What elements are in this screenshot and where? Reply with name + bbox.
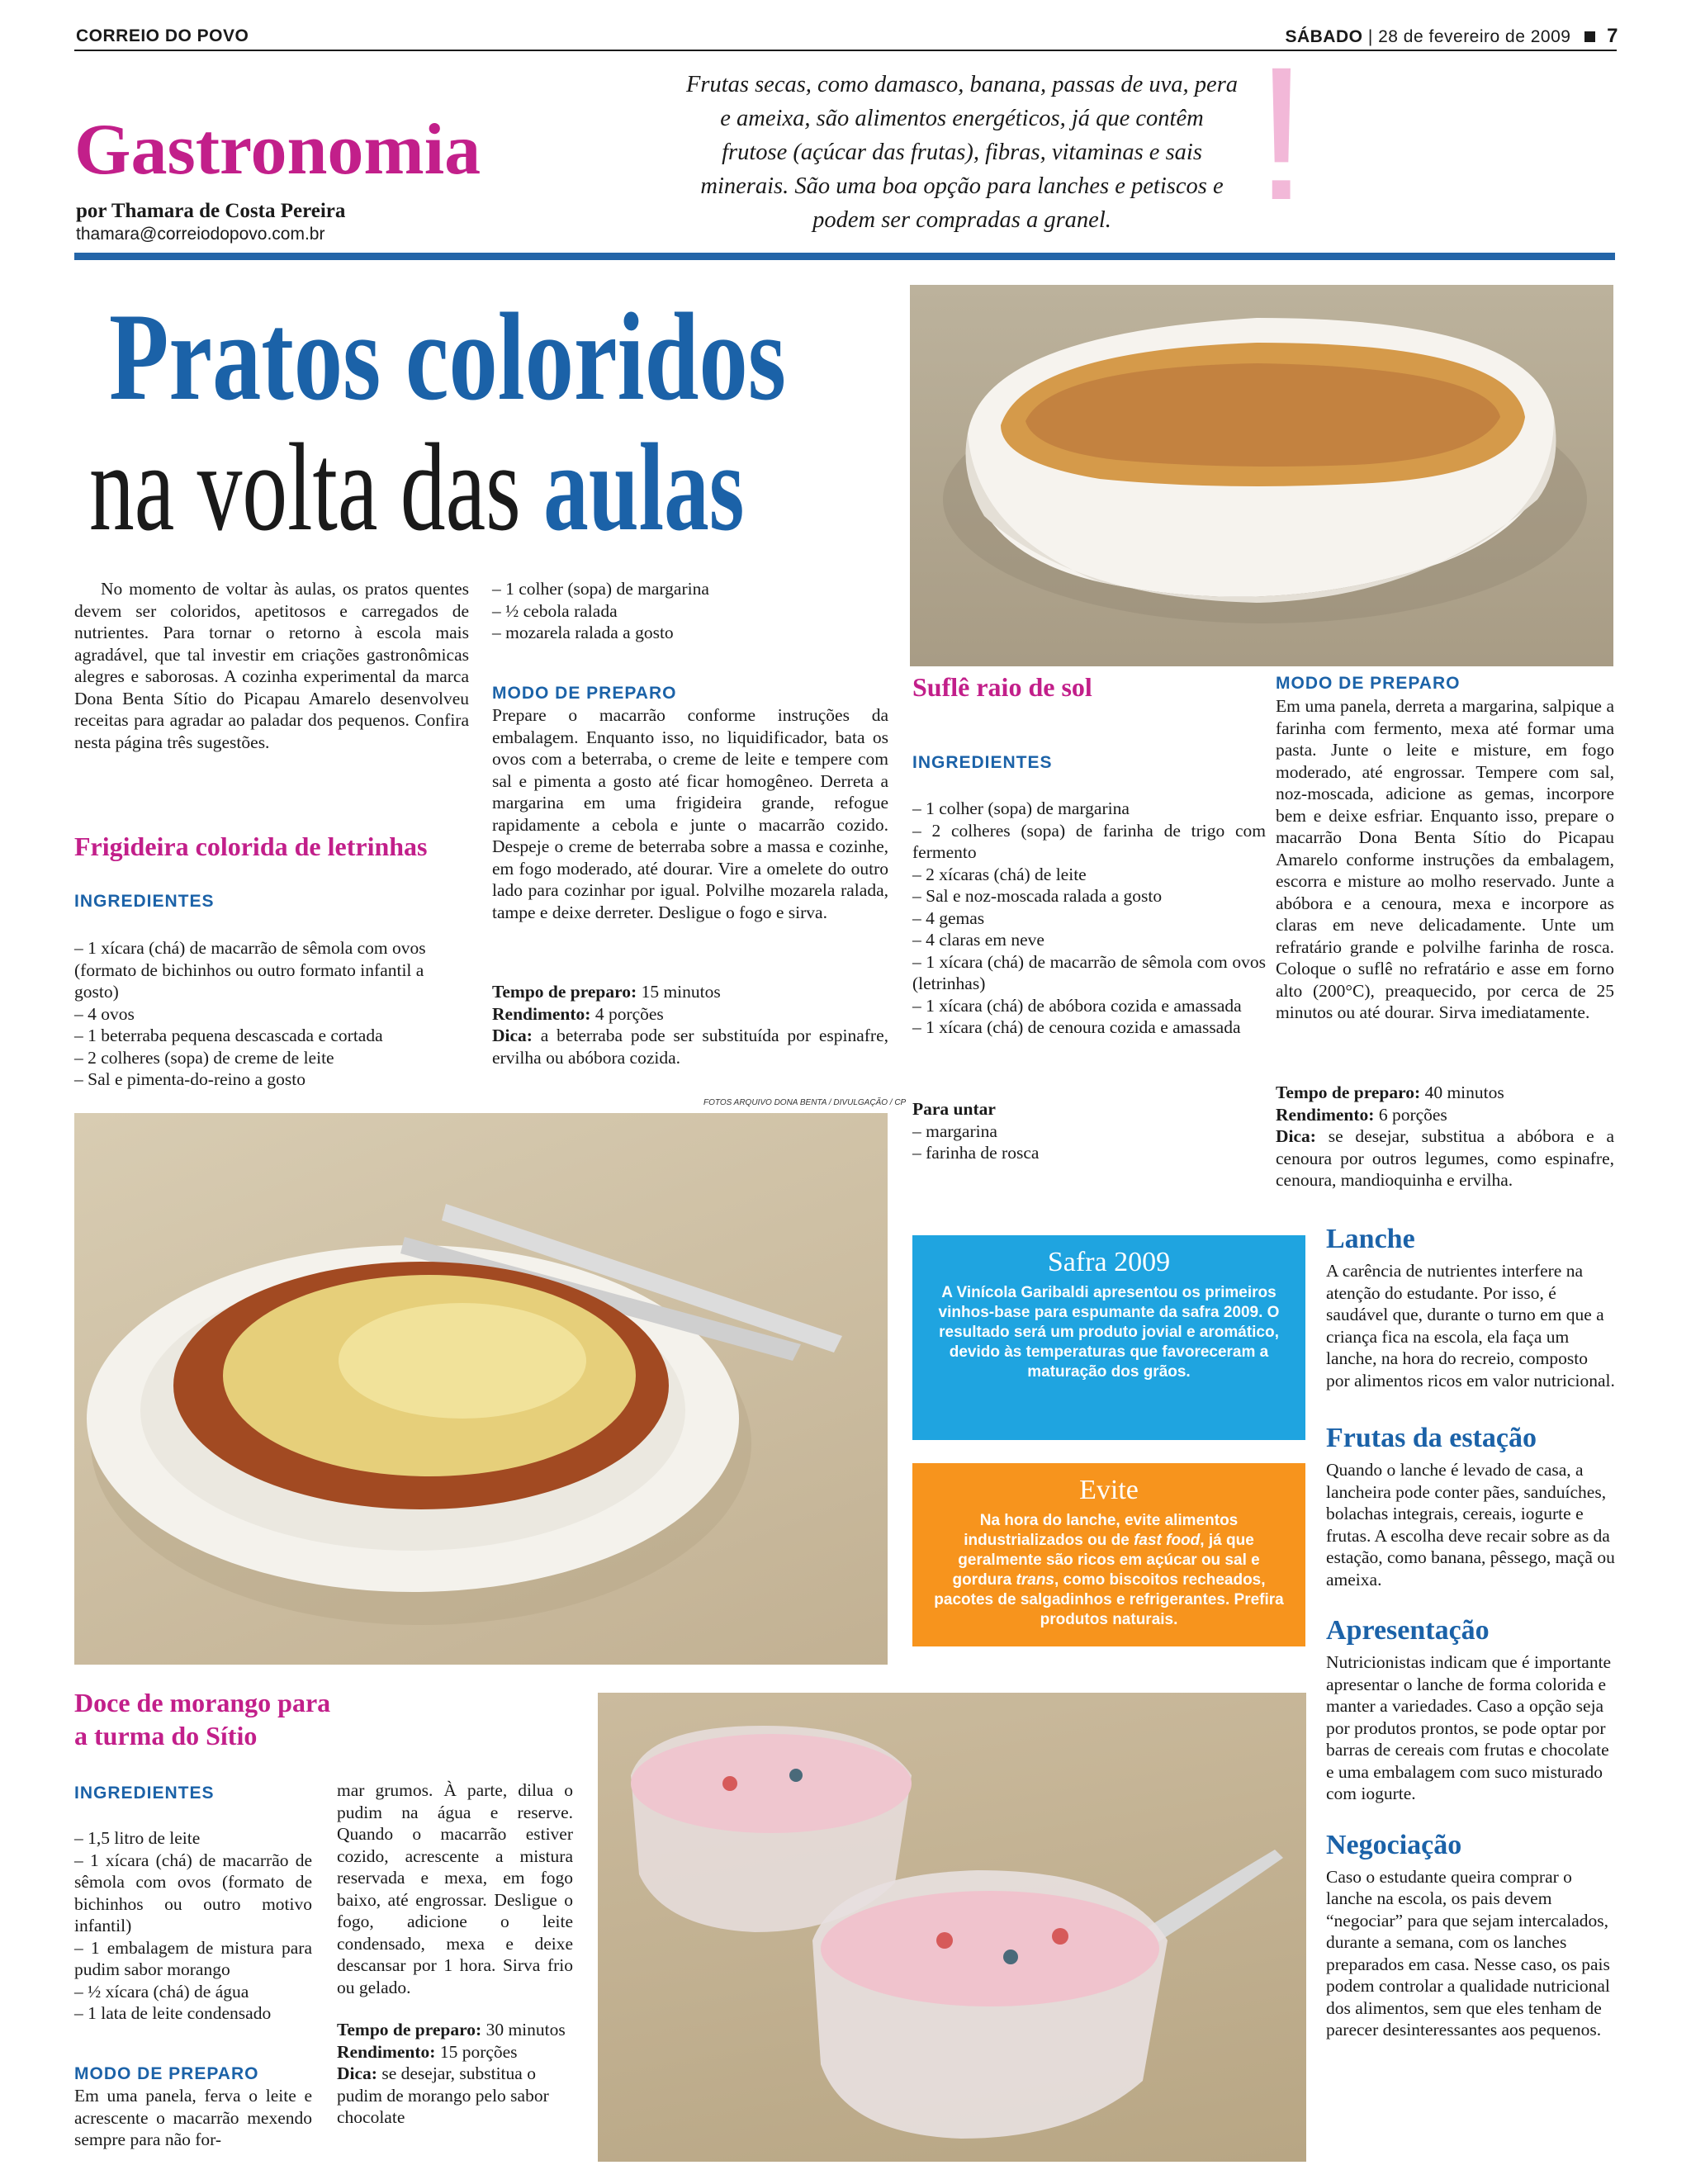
exclamation-mark-icon: ! <box>1255 27 1308 239</box>
recipe3-tip: se desejar, substitua o pudim de morango pelo sabor chocolate <box>337 2063 549 2127</box>
evite-text <box>912 1511 1305 1630</box>
recipe2-info <box>1276 1082 1614 1191</box>
recipe1-info <box>492 981 888 1068</box>
sidebar-title: Apresentação <box>1326 1615 1490 1646</box>
list-item: – 1 beterraba pequena descascada e cortada <box>74 1026 383 1045</box>
list-item: – 2 colheres (sopa) de creme de leite <box>74 1047 334 1068</box>
edition-info <box>1285 25 1618 48</box>
headline-line2 <box>89 418 745 557</box>
recipe3-time: 30 minutos <box>481 2020 566 2040</box>
recipe1-time-label: Tempo de preparo: <box>492 982 637 1002</box>
recipe1-ingredients-label: INGREDIENTES <box>74 892 215 911</box>
list-item: – 4 claras em neve <box>912 930 1044 950</box>
list-item: – ½ cebola ralada <box>492 600 618 621</box>
dessert-photo <box>598 1693 1306 2162</box>
list-item: – 1 xícara (chá) de abóbora cozida e amassada <box>912 995 1242 1016</box>
evite-text-em1: fast food <box>1134 1532 1201 1549</box>
list-item: – 1 xícara (chá) de macarrão de sêmola com ovos (formato de bichinhos ou outro motivo infantil) <box>74 1850 312 1935</box>
list-item: – 1,5 litro de leite <box>74 1828 201 1848</box>
recipe3-title-line2: a turma do Sítio <box>74 1721 258 1751</box>
section-rule <box>74 253 1615 260</box>
recipe1-method: Prepare o macarrão conforme instruções da embalagem. Enquanto isso, no liquidificador, bata os ovos com a beterraba, o creme de leite e tempere com sal e pimenta a gosto até ficar homogêneo. Derreta a margarina em uma frigideira grande, refogue rapidamente a cebola e junte o macarrão cozido. Despeje o creme de beterraba sobre a massa e cozinhe, em fogo moderado, até dourar. Vire a omelete do outro lado para cozinhar por igual. Polvilhe mozarela ralada, tampe e deixe derreter. Desligue o fogo e sirva. <box>492 705 888 922</box>
recipe1-tip: a beterraba pode ser substituída por espinafre, ervilha ou abóbora cozida. <box>492 1026 888 1068</box>
byline-email: thamara@correiodopovo.com.br <box>76 225 325 244</box>
omelette-photo <box>74 1113 888 1665</box>
edition-square-icon <box>1584 31 1595 42</box>
list-item: – mozarela ralada a gosto <box>492 623 674 642</box>
list-item: – margarina <box>912 1120 997 1141</box>
list-item: – 4 gemas <box>912 907 985 928</box>
recipe2-tip-label: Dica: <box>1276 1126 1316 1146</box>
intro-text: No momento de voltar às aulas, os pratos quentes devem ser coloridos, apetitosos e carregados de nutrientes. Para tornar o retorno à escola mais agradável, que tal investir em criações gastronômicas alegres e saborosas. A cozinha experimental da marca Dona Benta Sítio do Picapau Amarelo desenvolveu receitas para agradar ao paladar dos pequenos. Confira nesta página três sugestões. <box>74 579 469 752</box>
dessert-bowls-illustration <box>598 1693 1306 2162</box>
recipe1-title: Frigideira colorida de letrinhas <box>74 831 428 861</box>
souffle-dish-illustration <box>910 285 1613 666</box>
photo-credit: FOTOS ARQUIVO DONA BENTA / DIVULGAÇÃO / CP <box>703 1098 907 1107</box>
recipe3-ingredients-list <box>74 1827 312 2025</box>
recipe1-ingredients-list-a <box>74 937 469 1091</box>
recipe2-yield: 6 porções <box>1374 1104 1447 1125</box>
list-item: – 1 lata de leite condensado <box>74 2003 272 2023</box>
recipe3-yield-label: Rendimento: <box>337 2041 436 2062</box>
recipe3-title <box>74 1686 330 1752</box>
recipe1-tip-label: Dica: <box>492 1026 533 1045</box>
evite-box <box>912 1463 1305 1646</box>
recipe3-title-line1: Doce de morango para <box>74 1688 331 1717</box>
sidebar-text: Nutricionistas indicam que é importante apresentar o lanche de forma colorida e manter a variedades. Caso a opção seja por produtos prontos, se pode optar por barras de cereais com frutas e chocolate e uma embalagem com suco misturado com iogurte. <box>1326 1652 1612 1803</box>
recipe1-method-label: MODO DE PREPARO <box>492 684 677 703</box>
recipe2-ingredients-list <box>912 798 1266 1039</box>
recipe2-tip: se desejar, substitua a abóbora e a cenoura por outros legumes, como espinafre, cenoura, mandioquinha e ervilha. <box>1276 1126 1614 1190</box>
section-title: Gastronomia <box>74 110 481 190</box>
recipe2-title: Suflê raio de sol <box>912 672 1092 702</box>
list-item: – 1 xícara (chá) de cenoura cozida e amassada <box>912 1017 1241 1037</box>
tip-text: Frutas secas, como damasco, banana, passas de uva, pera e ameixa, são alimentos energéticos, já que contêm frutose (açúcar das frutas), fibras, vitaminas e sais minerais. São uma boa opção para lanches e petiscos e podem ser compradas a granel. <box>685 72 1239 233</box>
list-item: – 4 ovos <box>74 1003 135 1024</box>
sidebar-title: Frutas da estação <box>1326 1423 1537 1453</box>
newspaper-name: CORREIO DO POVO <box>76 26 249 45</box>
evite-title: Evite <box>1079 1475 1139 1505</box>
recipe2-grease <box>912 1098 1266 1164</box>
recipe3-time-label: Tempo de preparo: <box>337 2020 482 2040</box>
recipe3-method-b: mar grumos. À parte, dilua o pudim na água e reserve. Quando o macarrão estiver cozido, acrescente a mistura reservada e mexa, em fogo baixo, até engrossar. Desligue o fogo, adicione o leite condensado, mexa e deixe descansar por 1 hora. Sirva frio ou gelado. <box>337 1780 573 1997</box>
edition-day: SÁBADO <box>1285 27 1363 46</box>
recipe3-method-a: Em uma panela, ferva o leite e acrescente o macarrão mexendo sempre para não for- <box>74 2086 312 2149</box>
list-item: – ½ xícara (chá) de água <box>74 1981 249 2002</box>
recipe3-tip-label: Dica: <box>337 2063 377 2083</box>
safra-box <box>912 1235 1305 1440</box>
recipe1-time: 15 minutos <box>637 982 721 1002</box>
recipe2-grease-label: Para untar <box>912 1099 996 1119</box>
safra-text: A Vinícola Garibaldi apresentou os primeiros vinhos-base para espumante da safra 2009. O resultado será um produto jovial e aromático, devido às temperaturas que favoreceram a maturação dos grãos. <box>938 1284 1280 1381</box>
list-item: – Sal e noz-moscada ralada a gosto <box>912 886 1163 906</box>
recipe2-time: 40 minutos <box>1420 1083 1504 1102</box>
list-item: – Sal e pimenta-do-reino a gosto <box>74 1069 306 1089</box>
evite-text-b: , já que geralmente são ricos em açúcar ou sal e gordura <box>952 1532 1260 1589</box>
headline-line2-start: na volta das <box>89 418 544 557</box>
header-rule <box>74 50 1617 51</box>
sidebar-text: Caso o estudante queira comprar o lanche na escola, os pais devem “negociar” para que sejam intercalados, durante a semana, com os lanches preparados em casa. Nesse caso, os pais podem controlar a qualidade nutricional dos alimentos, sem que eles tenham de parecer desinteressantes aos pequenos. <box>1326 1866 1610 2040</box>
recipe1-yield-label: Rendimento: <box>492 1003 591 1024</box>
list-item: – 2 colheres (sopa) de farinha de trigo com fermento <box>912 820 1266 862</box>
sidebar-title: Lanche <box>1326 1224 1415 1254</box>
recipe3-info <box>337 2019 573 2129</box>
sidebar-text: Quando o lanche é levado de casa, a lancheira pode conter pães, sanduíches, bolachas integrais, cereais, iogurte e frutas. A escolha deve recair sobre as da estação, como banana, pêssego, maçã ou ameixa. <box>1326 1460 1615 1589</box>
byline: por Thamara de Costa Pereira <box>76 200 346 222</box>
evite-text-c: , como biscoitos recheados, pacotes de salgadinhos e refrigerantes. Prefira produtos naturais. <box>934 1571 1284 1628</box>
list-item: – 1 xícara (chá) de macarrão de sêmola com ovos (letrinhas) <box>912 951 1266 993</box>
headline-line1: Pratos coloridos <box>109 287 786 426</box>
recipe2-yield-label: Rendimento: <box>1276 1104 1375 1125</box>
list-item: – 1 xícara (chá) de macarrão de sêmola com ovos (formato de bichinhos ou outro formato infantil a gosto) <box>74 938 426 1002</box>
sidebar-title: Negociação <box>1326 1829 1462 1860</box>
headline-line2-highlight: aulas <box>543 418 745 557</box>
list-item: – 1 colher (sopa) de margarina <box>912 798 1130 818</box>
evite-text-em2: trans <box>1016 1571 1054 1589</box>
list-item: – farinha de rosca <box>912 1143 1040 1163</box>
recipe3-yield: 15 porções <box>435 2041 518 2062</box>
list-item: – 2 xícaras (chá) de leite <box>912 864 1087 884</box>
recipe2-method-label: MODO DE PREPARO <box>1276 674 1461 693</box>
recipe1-yield: 4 porções <box>590 1003 664 1024</box>
omelette-plate-illustration <box>74 1113 888 1665</box>
edition-date: 28 de fevereiro de 2009 <box>1378 27 1571 46</box>
list-item: – 1 embalagem de mistura para pudim sabor morango <box>74 1937 312 1979</box>
recipe2-method: Em uma panela, derreta a margarina, salpique a farinha com fermento, mexa até formar uma pasta. Junte o leite e misture, em fogo moderado, até engrossar. Tempere com sal, noz-moscada, adicione as gemas, incorpore bem e deixe esfriar. Enquanto isso, prepare o macarrão Dona Benta Sítio do Picapau Amarelo conforme instruções da embalagem, escorra e misture ao molho reservado. Junte a abóbora e a cenoura, mexa e incorpore as claras em neve delicadamente. Unte um refratário grande e polvilhe farinha de rosca. Coloque o suflê no refratário e asse em forno alto (200°C), preaquecido, por cerca de 25 minutos ou até dourar. Sirva imediatamente. <box>1276 696 1614 1022</box>
recipe1-ingredients-list-b <box>492 578 888 644</box>
recipe2-ingredients-label: INGREDIENTES <box>912 753 1053 772</box>
safra-title: Safra 2009 <box>1047 1247 1171 1277</box>
recipe3-method-label: MODO DE PREPARO <box>74 2064 259 2083</box>
evite-text-a: Na hora do lanche, evite alimentos industrializados ou de <box>964 1512 1239 1549</box>
souffle-photo <box>910 285 1613 666</box>
recipe3-ingredients-label: INGREDIENTES <box>74 1784 215 1803</box>
page-number: 7 <box>1607 25 1618 47</box>
list-item: – 1 colher (sopa) de margarina <box>492 579 709 599</box>
edition-separator: | <box>1367 27 1379 46</box>
sidebar-text: A carência de nutrientes interfere na atenção do estudante. Por isso, é saudável que, durante o turno em que a criança fica na escola, ela faça um lanche, na hora do recreio, composto por alimentos ricos em valor nutricional. <box>1326 1261 1615 1390</box>
sidebar <box>1326 1224 1615 2041</box>
recipe2-time-label: Tempo de preparo: <box>1276 1083 1421 1102</box>
